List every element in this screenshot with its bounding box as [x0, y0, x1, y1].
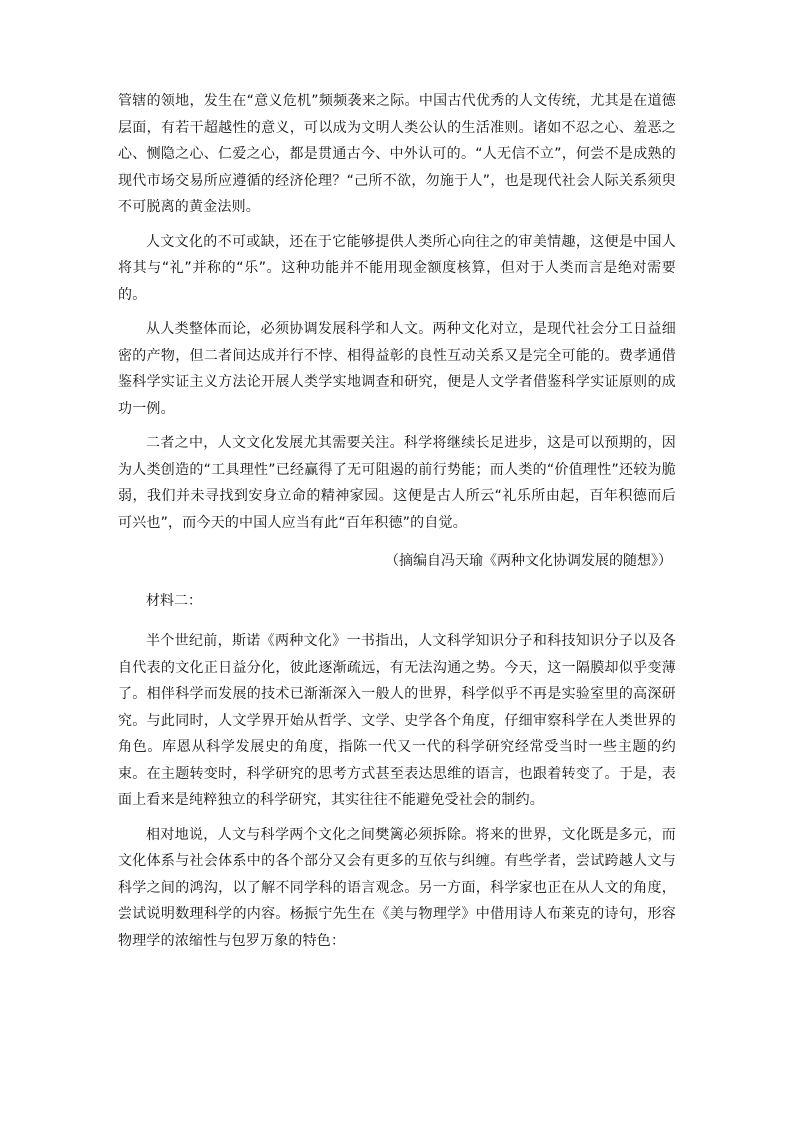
source-citation: （摘编自冯天瑜《两种文化协调发展的随想》）: [385, 553, 672, 569]
paragraph-6: 相对地说，人文与科学两个文化之间樊篱必须拆除。将来的世界，文化既是多元，而文化体系与社会体系中的各个部分又会有更多的互依与纠缠。有些学者，尝试跨越人文与科学之间的鸿沟，以了解不同学科的语言观念。另一方面，科学家也正在从人文的角度，尝试说明数理科学的内容。杨振宁先生在《美与物理学》中借用诗人布莱克的诗句，形容物理学的浓缩性与包罗万象的特色：: [118, 826, 676, 949]
document-page: [118, 88, 676, 954]
paragraph-2: 人文文化的不可或缺，还在于它能够提供人类所心向往之的审美情趣，这便是中国人将其与“礼”并称的“乐”。这种功能并不能用现金额度核算，但对于人类而言是绝对需要的。: [118, 233, 676, 303]
paragraph-4: 二者之中，人文文化发展尤其需要关注。科学将继续长足进步，这是可以预期的，因为人类创造的“工具理性”已经赢得了无可阻遏的前行势能；而人类的“价值理性”还较为脆弱，我们并未寻找到安身立命的精神家园。这便是古人所云“礼乐所由起，百年积德而后可兴也”，而今天的中国人应当有此“百年积德”的自觉。: [118, 435, 676, 531]
material-label: 材料二：: [146, 593, 202, 609]
paragraph-1: 管辖的领地，发生在“意义危机”频频袭来之际。中国古代优秀的人文传统，尤其是在道德层面，有若干超越性的意义，可以成为文明人类公认的生活准则。诸如不忍之心、羞恶之心、恻隐之心、仁爱之心，都是贯通古今、中外认可的。“人无信不立”，何尝不是成熟的现代市场交易所应遵循的经济伦理？“己所不欲，勿施于人”，也是现代社会人际关系须臾不可脱离的黄金法则。: [118, 93, 676, 215]
paragraph-3: 从人类整体而论，必须协调发展科学和人文。两种文化对立，是现代社会分工日益细密的产物，但二者间达成并行不悖、相得益彰的良性互动关系又是完全可能的。费孝通借鉴科学实证主义方法论开展人类学实地调查和研究，便是人文学者借鉴科学实证原则的成功一例。: [118, 321, 676, 417]
paragraph-5: 半个世纪前，斯诺《两种文化》一书指出，人文科学知识分子和科技知识分子以及各自代表的文化正日益分化，彼此逐渐疏远，有无法沟通之势。今天，这一隔膜却似乎变薄了。相伴科学而发展的技术已渐渐深入一般人的世界，科学似乎不再是实验室里的高深研究。与此同时，人文学界开始从哲学、文学、史学各个角度，仔细审察科学在人类世界的角色。库恩从科学发展史的角度，指陈一代又一代的科学研究经常受当时一些主题的约束。在主题转变时，科学研究的思考方式甚至表达思维的语言，也跟着转变了。于是，表面上看来是纯粹独立的科学研究，其实往往不能避免受社会的制约。: [118, 633, 676, 808]
